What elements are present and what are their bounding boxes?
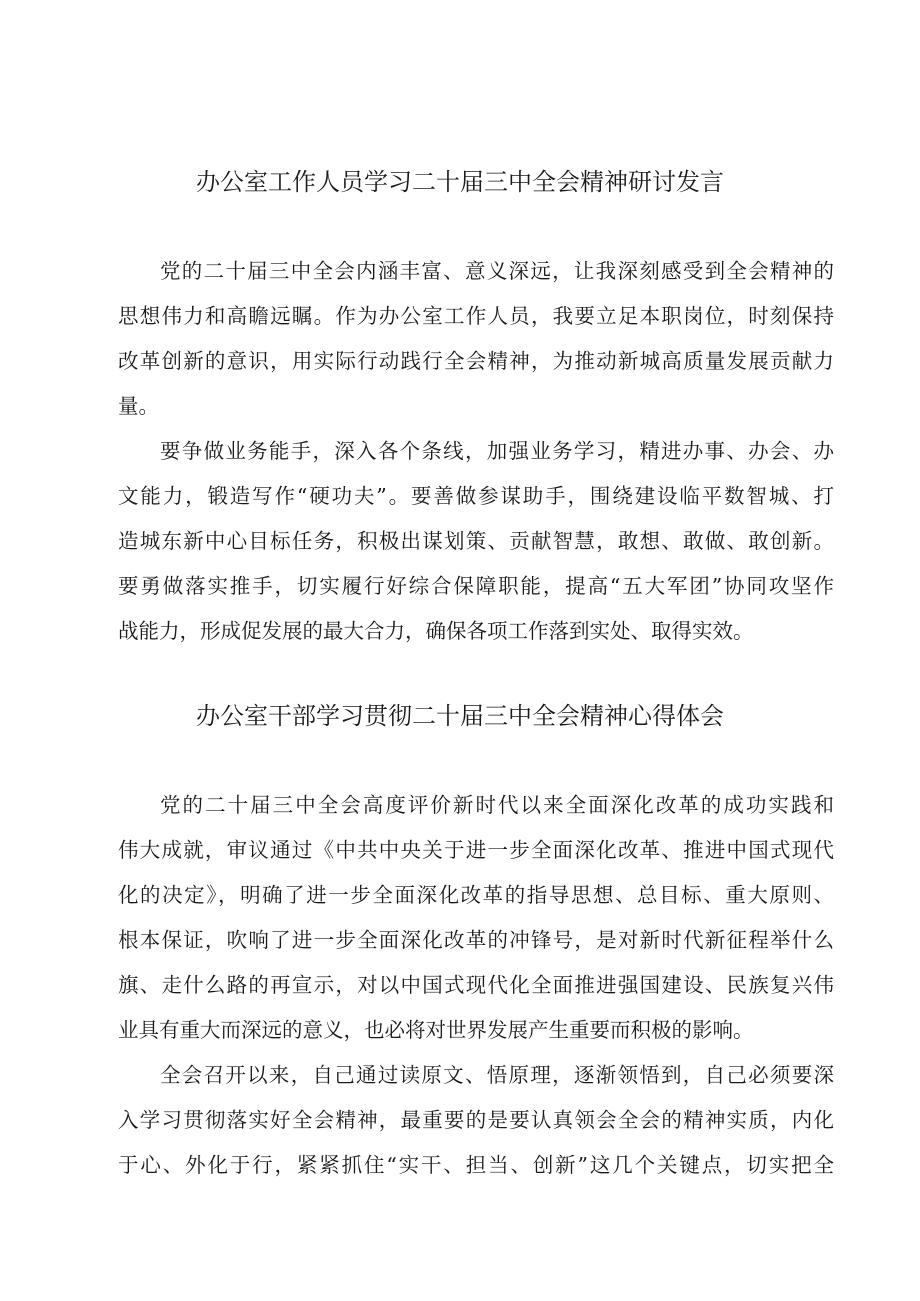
section-2-para-1-line-1: 党的二十届三中全会高度评价新时代以来全面深化改革的成功实践和 [160, 793, 834, 817]
section-1-para-1-line-4: 量。 [118, 394, 159, 418]
section-2-para-2-line-3: 于心、外化于行，紧紧抓住“实干、担当、创新”这几个关键点，切实把全 [118, 1153, 834, 1177]
section-1-para-2-line-1: 要争做业务能手，深入各个条线，加强业务学习，精进办事、办会、办 [160, 439, 834, 463]
section-1-para-2-line-5: 战能力，形成促发展的最大合力，确保各项工作落到实处、取得实效。 [118, 619, 754, 643]
section-1-para-2-line-2: 文能力，锻造写作“硬功夫”。要善做参谋助手，围绕建设临平数智城、打 [118, 484, 834, 508]
section-1-title: 办公室工作人员学习二十届三中全会精神研讨发言 [196, 168, 724, 196]
section-2-para-1-line-2: 伟大成就，审议通过《中共中央关于进一步全面深化改革、推进中国式现代 [118, 838, 834, 862]
section-1-para-1-line-2: 思想伟力和高瞻远瞩。作为办公室工作人员，我要立足本职岗位，时刻保持 [118, 304, 834, 328]
section-2-para-1-line-6: 业具有重大而深远的意义，也必将对世界发展产生重要而积极的影响。 [118, 1018, 754, 1042]
section-2-para-1-line-3: 化的决定》，明确了进一步全面深化改革的指导思想、总目标、重大原则、 [118, 883, 834, 907]
section-2-para-2-line-2: 入学习贯彻落实好全会精神，最重要的是要认真领会全会的精神实质，内化 [118, 1108, 834, 1132]
section-1-para-2-line-4: 要勇做落实推手，切实履行好综合保障职能，提高“五大军团”协同攻坚作 [118, 574, 834, 598]
section-2-para-2-line-1: 全会召开以来，自己通过读原文、悟原理，逐渐领悟到，自己必须要深 [160, 1063, 834, 1087]
section-2-para-1-line-5: 旗、走什么路的再宣示，对以中国式现代化全面推进强国建设、民族复兴伟 [118, 973, 834, 997]
section-2-para-1-line-4: 根本保证，吹响了进一步全面深化改革的冲锋号，是对新时代新征程举什么 [118, 928, 834, 952]
section-1-para-1-line-1: 党的二十届三中全会内涵丰富、意义深远，让我深刻感受到全会精神的 [160, 259, 834, 283]
section-1-para-2-line-3: 造城东新中心目标任务，积极出谋划策、贡献智慧，敢想、敢做、敢创新。 [118, 529, 834, 553]
section-2-title: 办公室干部学习贯彻二十届三中全会精神心得体会 [196, 702, 724, 730]
section-1-para-1-line-3: 改革创新的意识，用实际行动践行全会精神，为推动新城高质量发展贡献力 [118, 349, 834, 373]
